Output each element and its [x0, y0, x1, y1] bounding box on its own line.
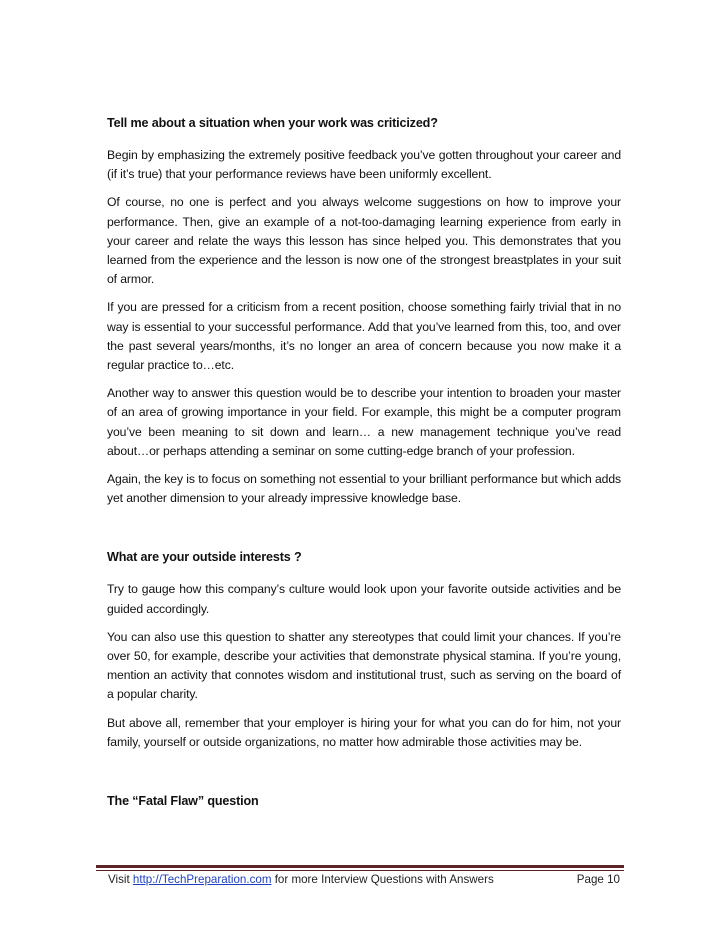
page-number: Page 10 — [576, 873, 620, 886]
paragraph: Begin by emphasizing the extremely positive feedback you’ve gotten throughout your career and (if it’s true) that your performance reviews have been uniformly excellent. — [107, 148, 621, 182]
footer-prefix: Visit — [108, 873, 133, 886]
page-content — [107, 113, 621, 824]
page-footer — [108, 872, 620, 888]
section-heading: The “Fatal Flaw” question — [107, 794, 259, 809]
paragraph: You can also use this question to shatter any stereotypes that could limit your chances. If you’re over 50, for example, describe your activities that demonstrate physical stamina. If you’re young, mention an activity that connotes wisdom and institutional trust, such as serving on the board of a popular charity. — [107, 629, 621, 702]
section-heading: What are your outside interests ? — [107, 550, 302, 565]
section-heading: Tell me about a situation when your work was criticized? — [107, 116, 438, 130]
section-criticized — [107, 113, 621, 508]
paragraph: Try to gauge how this company’s culture would look upon your favorite outside activities and be guided accordingly. — [107, 582, 621, 616]
paragraph: Of course, no one is perfect and you always welcome suggestions on how to improve your performance. Then, give an example of a not-too-damaging learning experience from early in your career and relate the ways this lesson has since helped you. This demonstrates that you learned from the experience and the lesson is now one of the strongest breastplates in your suit of armor. — [107, 195, 621, 287]
paragraph: But above all, remember that your employer is hiring your for what you can do for him, not your family, yourself or outside organizations, no matter how admirable those activities may be. — [107, 715, 621, 749]
footer-divider-thin — [96, 870, 624, 871]
section-outside-interests — [107, 547, 621, 752]
footer-divider — [96, 865, 624, 868]
section-fatal-flaw — [107, 791, 621, 811]
footer-suffix: for more Interview Questions with Answers — [271, 873, 494, 886]
paragraph: Again, the key is to focus on something not essential to your brilliant performance but which adds yet another dimension to your already impressive knowledge base. — [107, 472, 621, 506]
footer-link[interactable]: http://TechPreparation.com — [132, 873, 272, 886]
paragraph: If you are pressed for a criticism from a recent position, choose something fairly trivial that in no way is essential to your successful performance. Add that you’ve learned from this, too, and over the past several years/months, it’s no longer an area of concern because you now make it a regular practice to…etc. — [107, 300, 621, 373]
paragraph: Another way to answer this question would be to describe your intention to broaden your master of an area of growing importance in your field. For example, this might be a computer program you’ve been meaning to sit down and learn… a new management technique you’ve read about…or perhaps attending a seminar on some cutting-edge branch of your profession. — [107, 386, 621, 458]
